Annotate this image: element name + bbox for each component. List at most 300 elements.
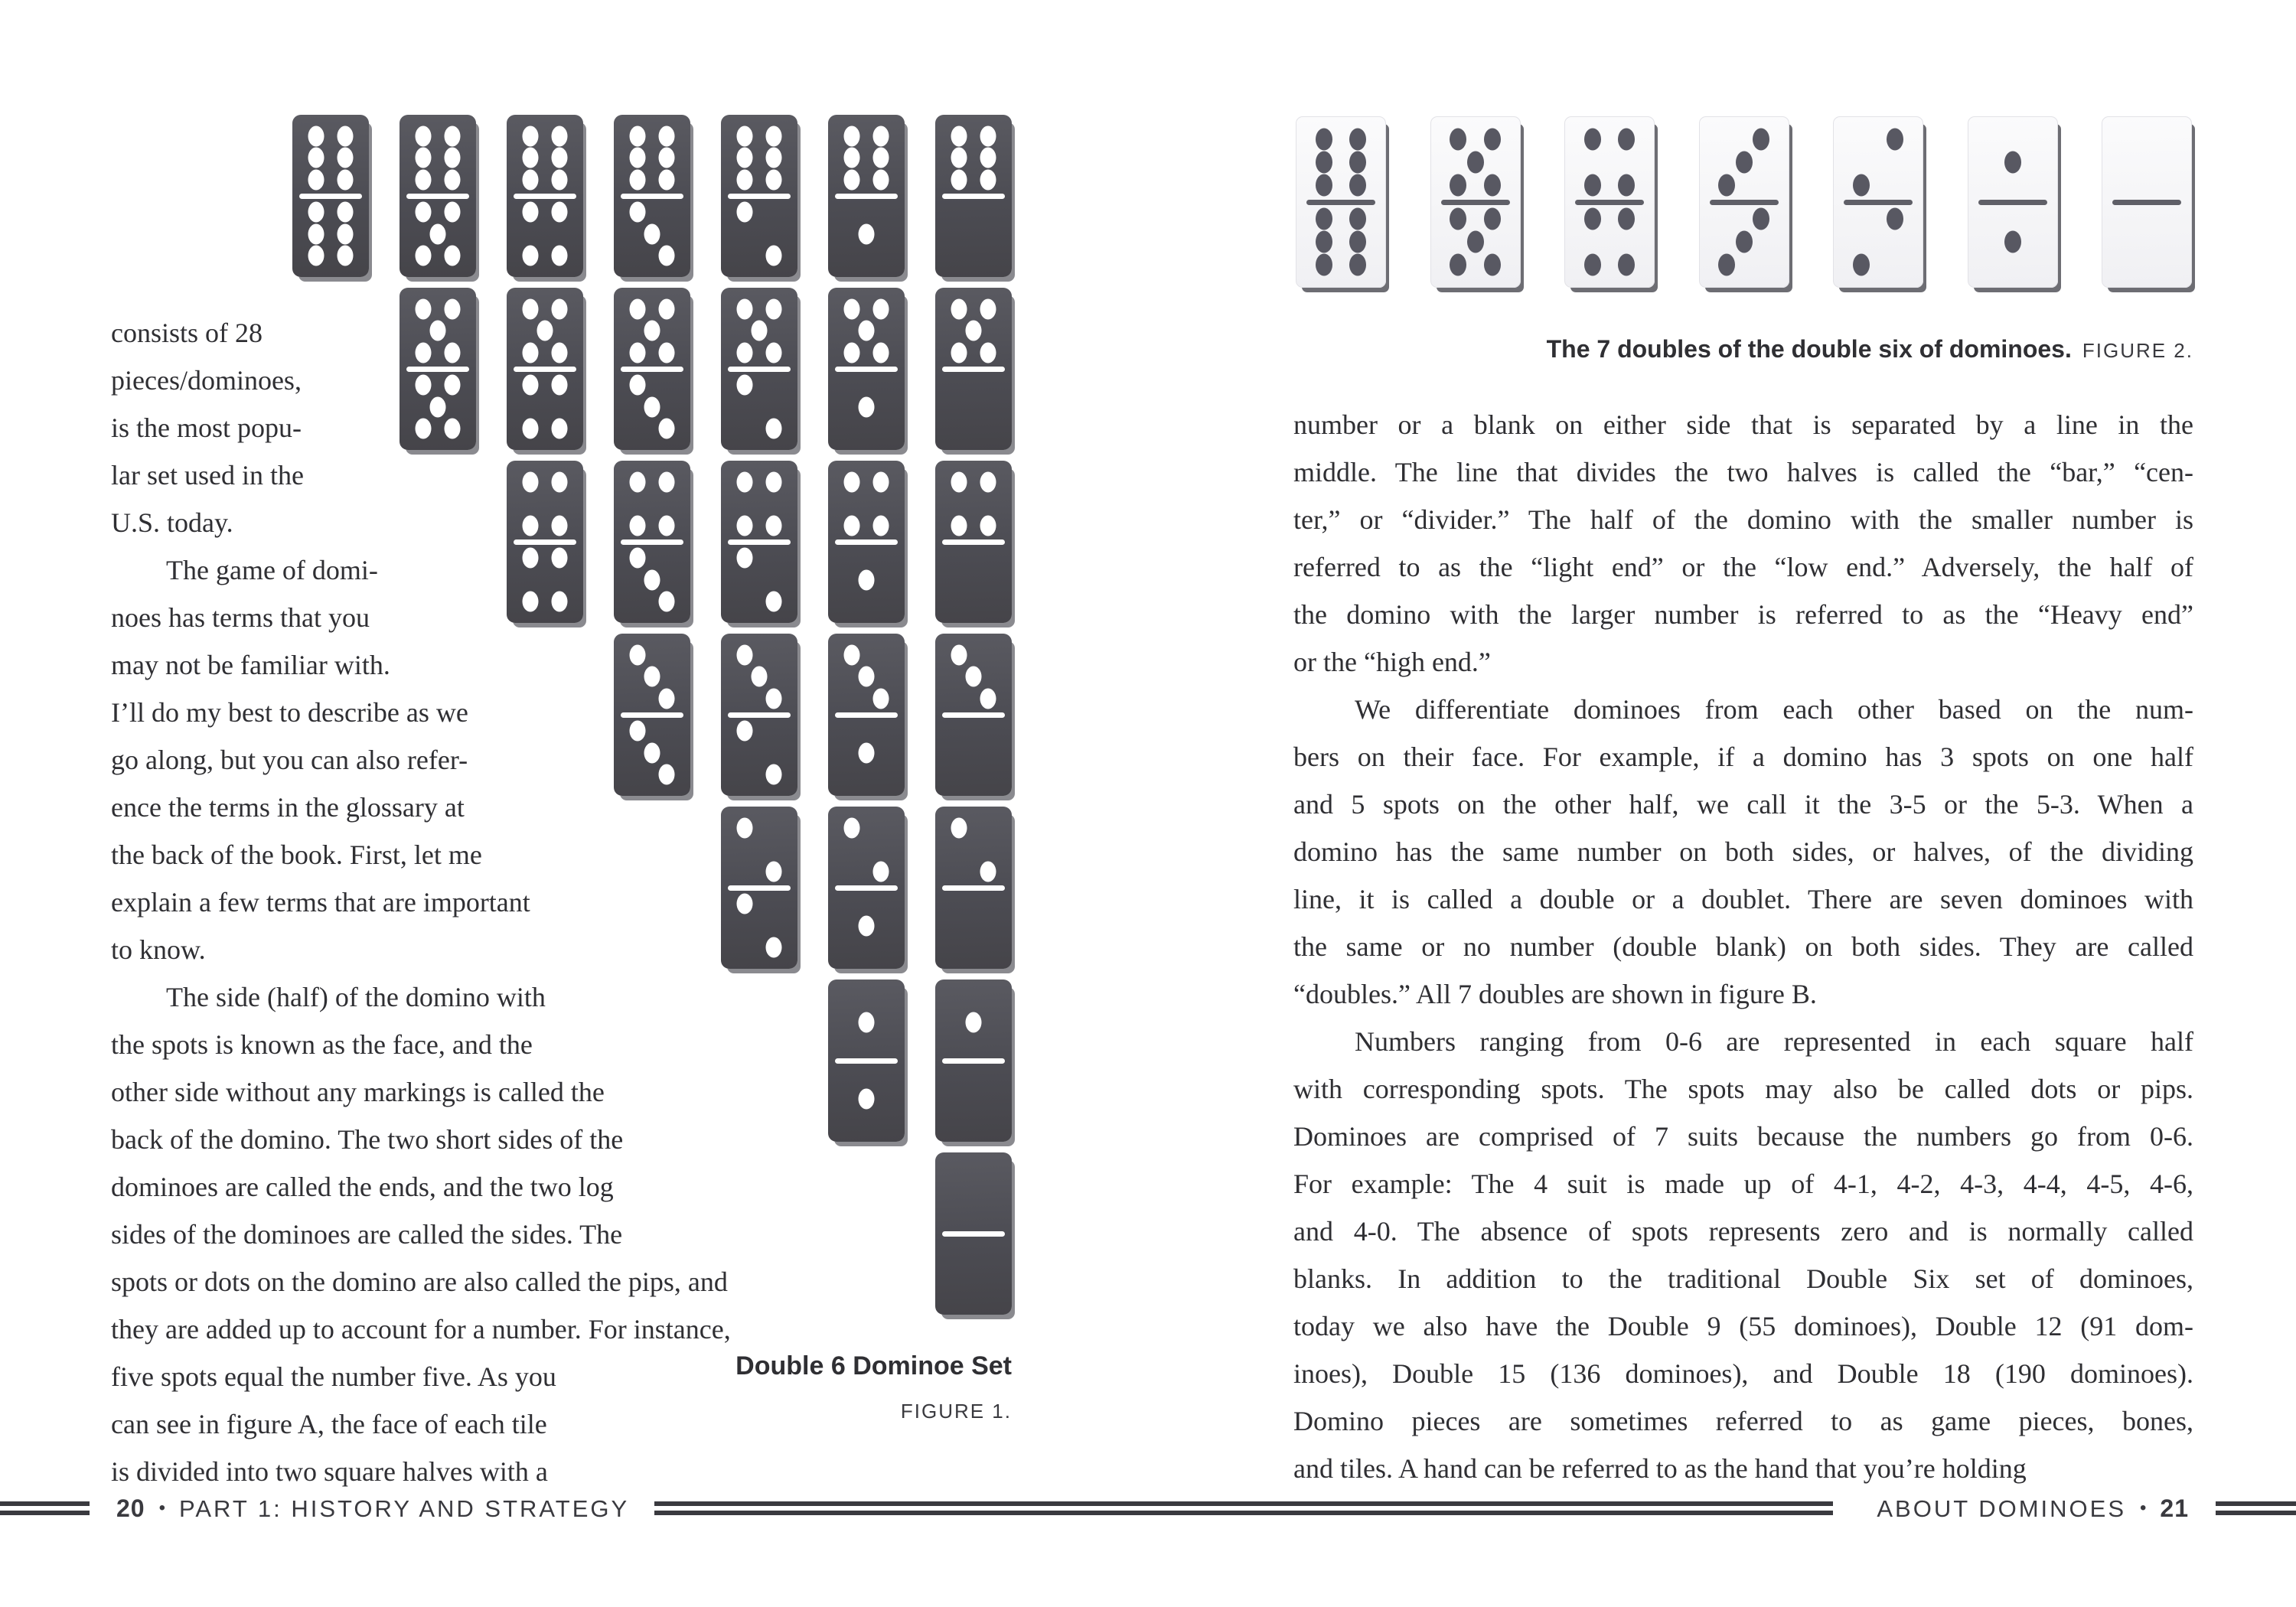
domino-half-5 [400, 199, 476, 270]
text-line: can see in figure A, the face of each tile [111, 1409, 547, 1439]
pip [859, 1012, 875, 1033]
pip [308, 223, 325, 244]
text-line: blanks. In addition to the traditional Double Six set of dominoes, [1293, 1263, 2193, 1294]
domino-half-0 [2102, 205, 2191, 280]
pip [445, 169, 461, 190]
pip [844, 298, 860, 319]
domino-half-2 [721, 718, 797, 789]
pip [951, 471, 967, 492]
pip [737, 644, 753, 665]
pip [951, 169, 967, 190]
domino-6-1 [828, 115, 905, 277]
domino-half-1 [828, 718, 905, 789]
domino-half-0 [935, 1064, 1012, 1135]
pip [873, 471, 889, 492]
divider-bar [621, 194, 683, 199]
divider-bar [835, 194, 898, 199]
footer-right [1877, 1491, 2189, 1527]
figure2-caption-block [1293, 335, 2193, 363]
right-page-text [1293, 401, 2193, 1492]
pip [766, 688, 782, 709]
domino-1-0 [935, 980, 1012, 1142]
text-line: noes has terms that you [111, 602, 370, 633]
divider-bar [406, 194, 469, 199]
pip [1736, 151, 1753, 173]
pip [644, 223, 660, 244]
pip [1316, 128, 1332, 150]
figure1-caption-block [536, 1351, 1012, 1423]
pip [844, 148, 860, 168]
pip [966, 667, 982, 687]
pip [445, 202, 461, 223]
pip [1349, 128, 1366, 150]
domino-4-0 [935, 461, 1012, 623]
text-line: spots or dots on the domino are also called the pips, and [111, 1266, 728, 1297]
domino-4-1 [828, 461, 905, 623]
divider-bar [835, 539, 898, 545]
pip [1887, 128, 1903, 150]
pip [1618, 128, 1635, 150]
pip [737, 471, 753, 492]
text-line: number or a blank on either side that is separated by a line in the [1293, 409, 2193, 440]
text-line: middle. The line that divides the two halves is called the “bar,” “cen- [1293, 457, 2193, 487]
text-line: ence the terms in the glossary at [111, 792, 465, 823]
pip [1316, 254, 1332, 276]
pip [737, 817, 753, 838]
pip [859, 396, 875, 417]
domino-half-6 [507, 122, 583, 194]
domino-half-5 [935, 295, 1012, 367]
domino-half-2 [935, 814, 1012, 885]
domino-half-1 [828, 545, 905, 616]
pip [1484, 254, 1501, 276]
domino-half-5 [828, 295, 905, 367]
domino-half-5 [721, 295, 797, 367]
footer-rule-left [0, 1501, 90, 1515]
text-line: “doubles.” All 7 doubles are shown in figure B. [1293, 979, 1817, 1009]
pip [1584, 254, 1601, 276]
domino-0-0 [935, 1152, 1012, 1315]
pip [859, 223, 875, 244]
domino-half-6 [828, 122, 905, 194]
pip [980, 169, 996, 190]
domino-half-1 [935, 987, 1012, 1058]
text-line: sides of the dominoes are called the sides. The [111, 1219, 623, 1250]
text-line: go along, but you can also refer- [111, 745, 468, 775]
text-line: For example: The 4 suit is made up of 4-1, 4-2, 4-3, 4-4, 4-5, 4-6, [1293, 1169, 2193, 1199]
domino-half-4 [1565, 125, 1654, 200]
domino-3-2 [721, 634, 797, 796]
pip [1484, 208, 1501, 230]
text-line: the spots is known as the face, and the [111, 1029, 533, 1060]
text-line: today we also have the Double 9 (55 dominoes), Double 12 (91 dom- [1293, 1311, 2193, 1341]
pip [1736, 231, 1753, 253]
pip [523, 246, 539, 266]
text-line: line, it is called a double or a doublet. There are seven dominoes with [1293, 884, 2193, 914]
domino-half-1 [1968, 125, 2057, 200]
pip [1467, 151, 1484, 173]
pip [737, 125, 753, 146]
pip [1584, 174, 1601, 196]
pip [338, 223, 354, 244]
domino-2-0 [935, 807, 1012, 969]
domino-half-1 [1968, 205, 2057, 280]
divider-bar [1575, 200, 1644, 205]
domino-half-3 [1700, 125, 1789, 200]
pip [980, 688, 996, 709]
pip [737, 342, 753, 363]
domino-half-0 [935, 372, 1012, 443]
domino-5-2 [721, 288, 797, 450]
divider-bar [1441, 200, 1510, 205]
pip [873, 688, 889, 709]
pip [308, 148, 325, 168]
domino-half-6 [935, 122, 1012, 194]
domino-half-2 [721, 372, 797, 443]
figure1-caption: Double 6 Dominoe Set [735, 1351, 1012, 1380]
domino-2-2 [721, 807, 797, 969]
divider-bar [514, 194, 576, 199]
pip [766, 515, 782, 536]
domino-half-2 [828, 814, 905, 885]
pip [752, 321, 768, 341]
domino-half-3 [935, 641, 1012, 712]
text-line: other side without any markings is called the [111, 1077, 605, 1107]
pip [338, 169, 354, 190]
text-line: referred to as the “light end” or the “low end.” Adversely, the half of [1293, 552, 2193, 582]
domino-half-6 [721, 122, 797, 194]
pip [752, 667, 768, 687]
text-line: lar set used in the [111, 460, 304, 491]
pip [873, 125, 889, 146]
domino-half-0 [935, 1160, 1012, 1231]
text-line: pieces/dominoes, [111, 365, 302, 396]
pip [1316, 208, 1332, 230]
pip [430, 223, 446, 244]
domino-half-6 [292, 199, 369, 270]
pip [338, 202, 354, 223]
figure1-label: FIGURE 1. [900, 1400, 1012, 1423]
pip [951, 125, 967, 146]
pip [523, 148, 539, 168]
domino-half-3 [721, 641, 797, 712]
domino-5-0 [935, 288, 1012, 450]
pip [859, 321, 875, 341]
pip [737, 148, 753, 168]
divider-bar [728, 885, 791, 891]
pip [308, 202, 325, 223]
divider-bar [1978, 200, 2047, 205]
pip [766, 298, 782, 319]
footer-separator-right: • [2140, 1498, 2147, 1518]
divider-bar [2112, 200, 2181, 205]
text-line: back of the domino. The two short sides of the [111, 1124, 624, 1155]
domino-half-5 [1431, 125, 1520, 200]
pip [1618, 208, 1635, 230]
pip [552, 148, 568, 168]
pip [873, 148, 889, 168]
text-line: is the most popu- [111, 412, 302, 443]
domino-2-2 [1833, 116, 1923, 288]
domino-half-1 [828, 199, 905, 270]
domino-half-0 [935, 199, 1012, 270]
divider-bar [835, 1058, 898, 1064]
pip [659, 169, 675, 190]
pip [766, 246, 782, 266]
text-line: five spots equal the number five. As you [111, 1361, 556, 1392]
pip [308, 125, 325, 146]
pip [737, 202, 753, 223]
text-line: We differentiate dominoes from each other based on the num- [1355, 694, 2193, 725]
pip [1467, 231, 1484, 253]
pip [737, 548, 753, 569]
divider-bar [835, 712, 898, 718]
text-line: the back of the book. First, let me [111, 839, 482, 870]
pip [1349, 231, 1366, 253]
pip [1450, 208, 1466, 230]
pip [1484, 174, 1501, 196]
domino-half-0 [935, 891, 1012, 962]
domino-4-2 [721, 461, 797, 623]
pip [416, 125, 432, 146]
pip [445, 246, 461, 266]
divider-bar [942, 194, 1005, 199]
pip [766, 937, 782, 958]
text-line: I’ll do my best to describe as we [111, 697, 468, 728]
domino-half-2 [721, 814, 797, 885]
left-running-title: PART 1: HISTORY AND STRATEGY [179, 1495, 630, 1522]
pip [1853, 174, 1870, 196]
pip [844, 515, 860, 536]
domino-3-3 [1699, 116, 1789, 288]
domino-half-1 [828, 1064, 905, 1135]
pip [844, 125, 860, 146]
domino-1-1 [828, 980, 905, 1142]
divider-bar [835, 885, 898, 891]
domino-half-3 [1700, 205, 1789, 280]
domino-4-4 [1564, 116, 1655, 288]
pip [737, 894, 753, 914]
divider-bar [1710, 200, 1779, 205]
pip [951, 644, 967, 665]
pip [951, 342, 967, 363]
pip [630, 148, 646, 168]
pip [445, 125, 461, 146]
divider-bar [728, 367, 791, 372]
domino-half-4 [507, 199, 583, 270]
domino-half-0 [2102, 125, 2191, 200]
pip [766, 148, 782, 168]
pip [445, 148, 461, 168]
pip [1887, 208, 1903, 230]
left-page-text [111, 309, 731, 1495]
pip [737, 515, 753, 536]
text-line: Domino pieces are sometimes referred to as game pieces, bones, [1293, 1406, 2193, 1436]
right-running-title: ABOUT DOMINOES [1877, 1495, 2126, 1522]
domino-3-0 [935, 634, 1012, 796]
pip [859, 569, 875, 590]
domino-6-3 [614, 115, 690, 277]
text-line: to know. [111, 934, 206, 965]
domino-half-6 [292, 122, 369, 194]
pip [2004, 231, 2021, 253]
domino-half-1 [828, 987, 905, 1058]
text-line: with corresponding spots. The spots may also be called dots or pips. [1293, 1074, 2193, 1104]
pip [338, 246, 354, 266]
pip [308, 246, 325, 266]
pip [766, 125, 782, 146]
pip [873, 515, 889, 536]
left-page-number: 20 [116, 1495, 145, 1522]
pip [1349, 151, 1366, 173]
pip [766, 764, 782, 785]
pip [659, 148, 675, 168]
domino-half-1 [828, 891, 905, 962]
pip [737, 721, 753, 742]
text-line: dominoes are called the ends, and the two log [111, 1172, 614, 1202]
text-line: the same or no number (double blank) on both sides. They are called [1293, 931, 2193, 962]
divider-bar [942, 367, 1005, 372]
pip [766, 471, 782, 492]
domino-1-1 [1968, 116, 2058, 288]
domino-half-3 [828, 641, 905, 712]
text-line: the domino with the larger number is referred to as the “Heavy end” [1293, 599, 2193, 630]
pip [859, 1088, 875, 1109]
domino-half-6 [400, 122, 476, 194]
text-line: and 4-0. The absence of spots represents zero and is normally called [1293, 1216, 2193, 1247]
text-line: explain a few terms that are important [111, 887, 530, 918]
divider-bar [1844, 200, 1913, 205]
pip [980, 342, 996, 363]
pip [1349, 254, 1366, 276]
domino-half-6 [1296, 125, 1385, 200]
divider-bar [942, 1231, 1005, 1237]
divider-bar [728, 194, 791, 199]
domino-half-6 [1296, 205, 1385, 280]
text-line: they are added up to account for a number. For instance, [111, 1314, 731, 1345]
pip [416, 202, 432, 223]
pip [416, 246, 432, 266]
pip [766, 169, 782, 190]
pip [951, 817, 967, 838]
text-line: The side (half) of the domino with [166, 982, 546, 1012]
pip [980, 298, 996, 319]
domino-half-5 [1431, 205, 1520, 280]
domino-half-2 [721, 891, 797, 962]
pip [523, 125, 539, 146]
pip [966, 1012, 982, 1033]
pip [1618, 174, 1635, 196]
text-line: Numbers ranging from 0-6 are represented in each square half [1355, 1026, 2193, 1057]
pip [1584, 128, 1601, 150]
pip [1450, 174, 1466, 196]
pip [980, 471, 996, 492]
pip [416, 148, 432, 168]
text-line: may not be familiar with. [111, 650, 390, 680]
pip [766, 342, 782, 363]
domino-half-4 [721, 468, 797, 539]
pip [1618, 254, 1635, 276]
domino-half-2 [721, 199, 797, 270]
pip [1450, 254, 1466, 276]
footer-separator-left: • [158, 1498, 165, 1518]
pip [844, 644, 860, 665]
domino-6-6 [1296, 116, 1386, 288]
text-line: The game of domi- [166, 555, 378, 585]
text-line: consists of 28 [111, 318, 263, 348]
text-line: ter,” or “divider.” The half of the domino with the smaller number is [1293, 504, 2193, 535]
pip [552, 125, 568, 146]
domino-2-1 [828, 807, 905, 969]
pip [1753, 128, 1769, 150]
pip [630, 202, 646, 223]
domino-0-0 [2102, 116, 2192, 288]
pip [844, 471, 860, 492]
pip [1316, 174, 1332, 196]
pip [859, 667, 875, 687]
pip [873, 861, 889, 882]
domino-half-3 [614, 199, 690, 270]
pip [2004, 151, 2021, 173]
pip [873, 342, 889, 363]
pip [1349, 208, 1366, 230]
text-line: or the “high end.” [1293, 647, 1491, 677]
pip [552, 246, 568, 266]
divider-bar [942, 539, 1005, 545]
divider-bar [942, 885, 1005, 891]
pip [980, 515, 996, 536]
pip [416, 169, 432, 190]
right-page-number: 21 [2160, 1495, 2189, 1522]
pip [844, 342, 860, 363]
pip [338, 148, 354, 168]
pip [766, 592, 782, 612]
pip [859, 915, 875, 936]
pip [951, 515, 967, 536]
pip [659, 125, 675, 146]
domino-half-0 [935, 718, 1012, 789]
domino-3-1 [828, 634, 905, 796]
pip [859, 742, 875, 763]
domino-half-2 [1834, 125, 1923, 200]
pip [338, 125, 354, 146]
pip [308, 169, 325, 190]
domino-6-4 [507, 115, 583, 277]
divider-bar [942, 712, 1005, 718]
text-line: bers on their face. For example, if a domino has 3 spots on one half [1293, 742, 2193, 772]
pip [1450, 128, 1466, 150]
pip [523, 169, 539, 190]
pip [523, 202, 539, 223]
text-line: U.S. today. [111, 507, 233, 538]
pip [1349, 174, 1366, 196]
pip [873, 169, 889, 190]
divider-bar [299, 194, 362, 199]
domino-half-4 [935, 468, 1012, 539]
pip [1753, 208, 1769, 230]
footer-rule-center [654, 1501, 1833, 1515]
domino-half-4 [828, 468, 905, 539]
domino-5-5 [1430, 116, 1521, 288]
pip [966, 321, 982, 341]
footer-rule-right [2216, 1501, 2296, 1515]
domino-6-0 [935, 115, 1012, 277]
domino-half-4 [1565, 205, 1654, 280]
pip [766, 419, 782, 439]
domino-6-6 [292, 115, 369, 277]
domino-half-6 [614, 122, 690, 194]
pip [980, 148, 996, 168]
